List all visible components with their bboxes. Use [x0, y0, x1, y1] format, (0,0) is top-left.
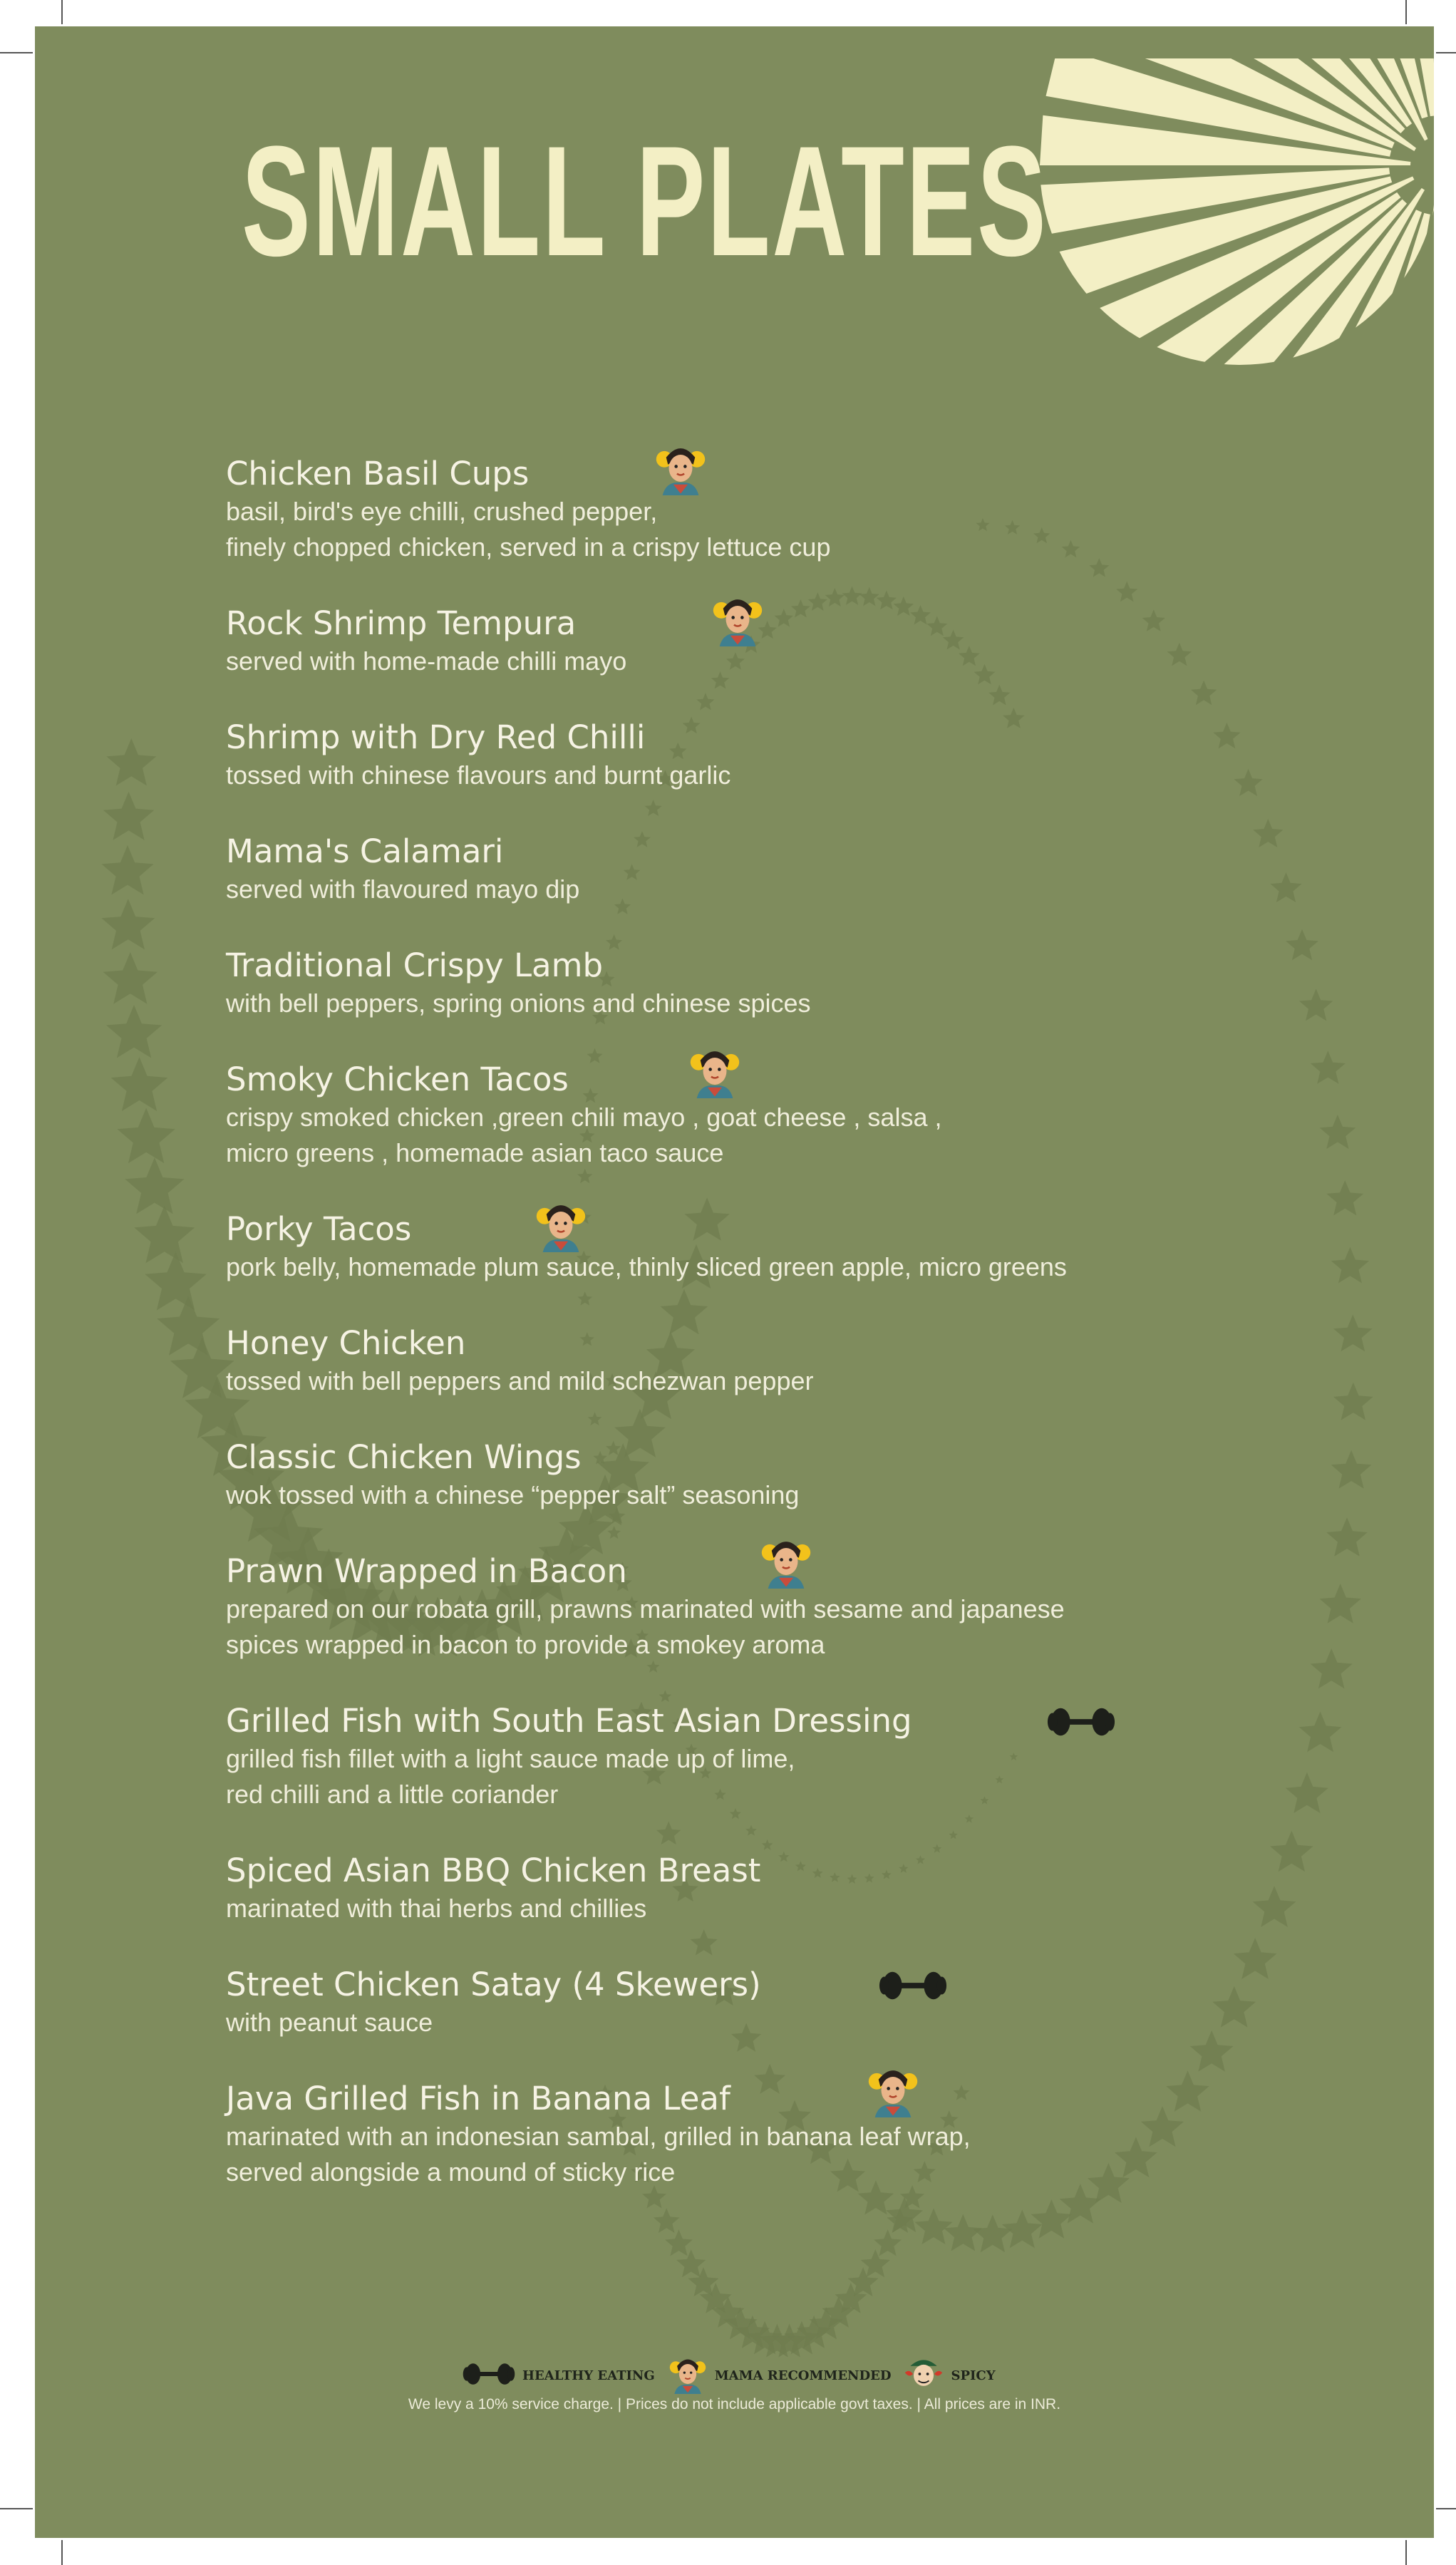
menu-panel	[35, 26, 1434, 2538]
dish-name: Street Chicken Satay (4 Skewers)	[226, 1966, 761, 2003]
background-star	[101, 899, 155, 949]
page-title: SMALL PLATES	[242, 113, 1048, 289]
background-star	[125, 1157, 184, 1214]
legend-healthy-label: HEALTHY EATING	[522, 2368, 655, 2383]
menu-item	[226, 1851, 1295, 1926]
spicy-icon	[904, 2354, 944, 2398]
background-star	[1311, 1648, 1353, 1688]
background-star	[1331, 1450, 1372, 1489]
mama-recommended-icon	[668, 2354, 708, 2398]
mama-recommended-icon	[759, 1534, 813, 1591]
dish-name: Grilled Fish with South East Asian Dressing	[226, 1702, 912, 1740]
background-star	[134, 1206, 195, 1264]
mama-recommended-icon	[534, 1198, 588, 1255]
background-star	[111, 1057, 168, 1111]
dish-name: Prawn Wrapped in Bacon	[226, 1552, 627, 1590]
footnote: We levy a 10% service charge. | Prices do not include applicable govt taxes. | All prices are in INR.	[408, 2396, 1061, 2412]
dish-name: Chicken Basil Cups	[226, 455, 530, 492]
background-star	[1326, 1517, 1368, 1557]
background-star	[973, 2214, 1013, 2252]
background-star	[102, 845, 154, 895]
crop-mark	[61, 2540, 63, 2565]
dish-description: served with home-made chilli mayo	[226, 646, 627, 676]
dish-name: Spiced Asian BBQ Chicken Breast	[226, 1852, 761, 1889]
background-star	[1191, 681, 1217, 706]
dish-description: basil, bird's eye chilli, crushed pepper, finely chopped chicken, served in a crispy lettuce cup	[226, 497, 831, 562]
background-star	[145, 1251, 206, 1310]
dish-name: Smoky Chicken Tacos	[226, 1060, 569, 1098]
background-star	[588, 1412, 602, 1425]
dish-description: with peanut sauce	[226, 2008, 433, 2037]
dish-name: Mama's Calamari	[226, 832, 504, 870]
background-star	[1320, 1115, 1356, 1149]
background-star	[1320, 1584, 1361, 1624]
dish-description: with bell peppers, spring onions and chinese spices	[226, 989, 811, 1018]
dish-name: Java Grilled Fish in Banana Leaf	[226, 2080, 730, 2117]
mama-recommended-icon	[866, 2063, 920, 2120]
background-star	[965, 1815, 974, 1823]
background-star	[1311, 1051, 1346, 1084]
background-star	[696, 693, 714, 710]
mama-recommended-icon	[711, 592, 765, 649]
crop-mark	[1436, 2508, 1456, 2509]
background-star	[103, 952, 158, 1004]
dish-name: Shrimp with Dry Red Chilli	[226, 718, 646, 756]
dish-description: crispy smoked chicken ,green chili mayo , goat cheese , salsa , micro greens , homemade asian taco sauce	[226, 1103, 942, 1167]
background-star	[949, 1830, 958, 1839]
dish-name: Traditional Crispy Lamb	[226, 946, 604, 984]
dish-name: Porky Tacos	[226, 1210, 412, 1248]
background-star	[665, 2229, 693, 2256]
crop-mark	[1405, 0, 1407, 24]
background-star	[691, 1929, 718, 1955]
background-star	[944, 2214, 983, 2251]
background-star	[874, 2229, 902, 2256]
healthy-eating-icon	[879, 1968, 947, 2006]
crop-mark	[0, 52, 33, 53]
menu-item	[226, 1323, 1295, 1399]
crop-mark	[0, 2508, 33, 2509]
background-star	[842, 587, 862, 605]
menu-item	[226, 1965, 1295, 2040]
background-star	[659, 1690, 672, 1702]
dish-description: marinated with an indonesian sambal, grilled in banana leaf wrap, served alongside a mound of sticky rice	[226, 2122, 971, 2187]
dish-description: pork belly, homemade plum sauce, thinly sliced green apple, micro greens	[226, 1252, 1067, 1281]
healthy-eating-icon	[1047, 1704, 1115, 1743]
background-star	[1333, 1315, 1373, 1352]
dish-description: grilled fish fillet with a light sauce made up of lime, red chilli and a little coriander	[226, 1744, 795, 1809]
dish-description: marinated with thai herbs and chillies	[226, 1894, 647, 1923]
background-star	[1299, 989, 1333, 1021]
background-star	[654, 2208, 680, 2233]
dish-description: served with flavoured mayo dip	[226, 874, 580, 904]
legend-spicy-label: SPICY	[951, 2368, 996, 2383]
menu-item	[226, 946, 1295, 1021]
menu-item	[226, 1060, 1295, 1171]
legend	[463, 2355, 1001, 2395]
menu-item	[226, 604, 1295, 679]
crop-mark	[61, 0, 63, 24]
background-star	[157, 1296, 220, 1356]
menu-item	[226, 1701, 1295, 1812]
menu-item	[226, 1209, 1295, 1285]
background-star	[106, 738, 156, 785]
background-star	[745, 1825, 757, 1836]
dish-name: Classic Chicken Wings	[226, 1438, 582, 1476]
dish-description: prepared on our robata grill, prawns marinated with sesame and japanese spices wrapped in bacon to provide a smokey aroma	[226, 1594, 1065, 1659]
background-star	[1331, 1247, 1369, 1284]
menu-item	[226, 1438, 1295, 1513]
background-star	[578, 1291, 593, 1306]
menu-item	[226, 718, 1295, 793]
background-star	[1116, 582, 1137, 602]
background-star	[106, 1005, 162, 1058]
dish-name: Honey Chicken	[226, 1324, 466, 1362]
background-star	[645, 800, 662, 816]
menu-item	[226, 2079, 1295, 2190]
mama-recommended-icon	[654, 441, 708, 498]
background-star	[1333, 1383, 1373, 1420]
dish-description: tossed with bell peppers and mild schezwan pepper	[226, 1366, 814, 1395]
menu-item	[226, 1552, 1295, 1663]
background-star	[656, 1822, 681, 1845]
menu-item	[226, 454, 1295, 565]
background-star	[1031, 2199, 1073, 2239]
healthy-eating-icon	[463, 2360, 515, 2391]
dish-description: tossed with chinese flavours and burnt garlic	[226, 760, 731, 790]
background-star	[607, 1526, 621, 1539]
menu-item	[226, 832, 1295, 907]
mama-recommended-icon	[688, 1044, 742, 1101]
background-star	[1326, 1180, 1363, 1215]
background-star	[988, 685, 1010, 706]
crop-mark	[1436, 52, 1456, 53]
legend-mama-label: MAMA RECOMMENDED	[714, 2368, 892, 2383]
background-star	[914, 2208, 952, 2244]
background-star	[103, 792, 155, 840]
dish-name: Rock Shrimp Tempura	[226, 604, 577, 642]
background-star	[1299, 1712, 1342, 1753]
dish-description: wok tossed with a chinese “pepper salt” seasoning	[226, 1480, 800, 1509]
background-star	[117, 1108, 175, 1164]
crop-mark	[1405, 2540, 1407, 2565]
sunburst-decoration	[1040, 58, 1434, 458]
background-star	[762, 1839, 773, 1850]
